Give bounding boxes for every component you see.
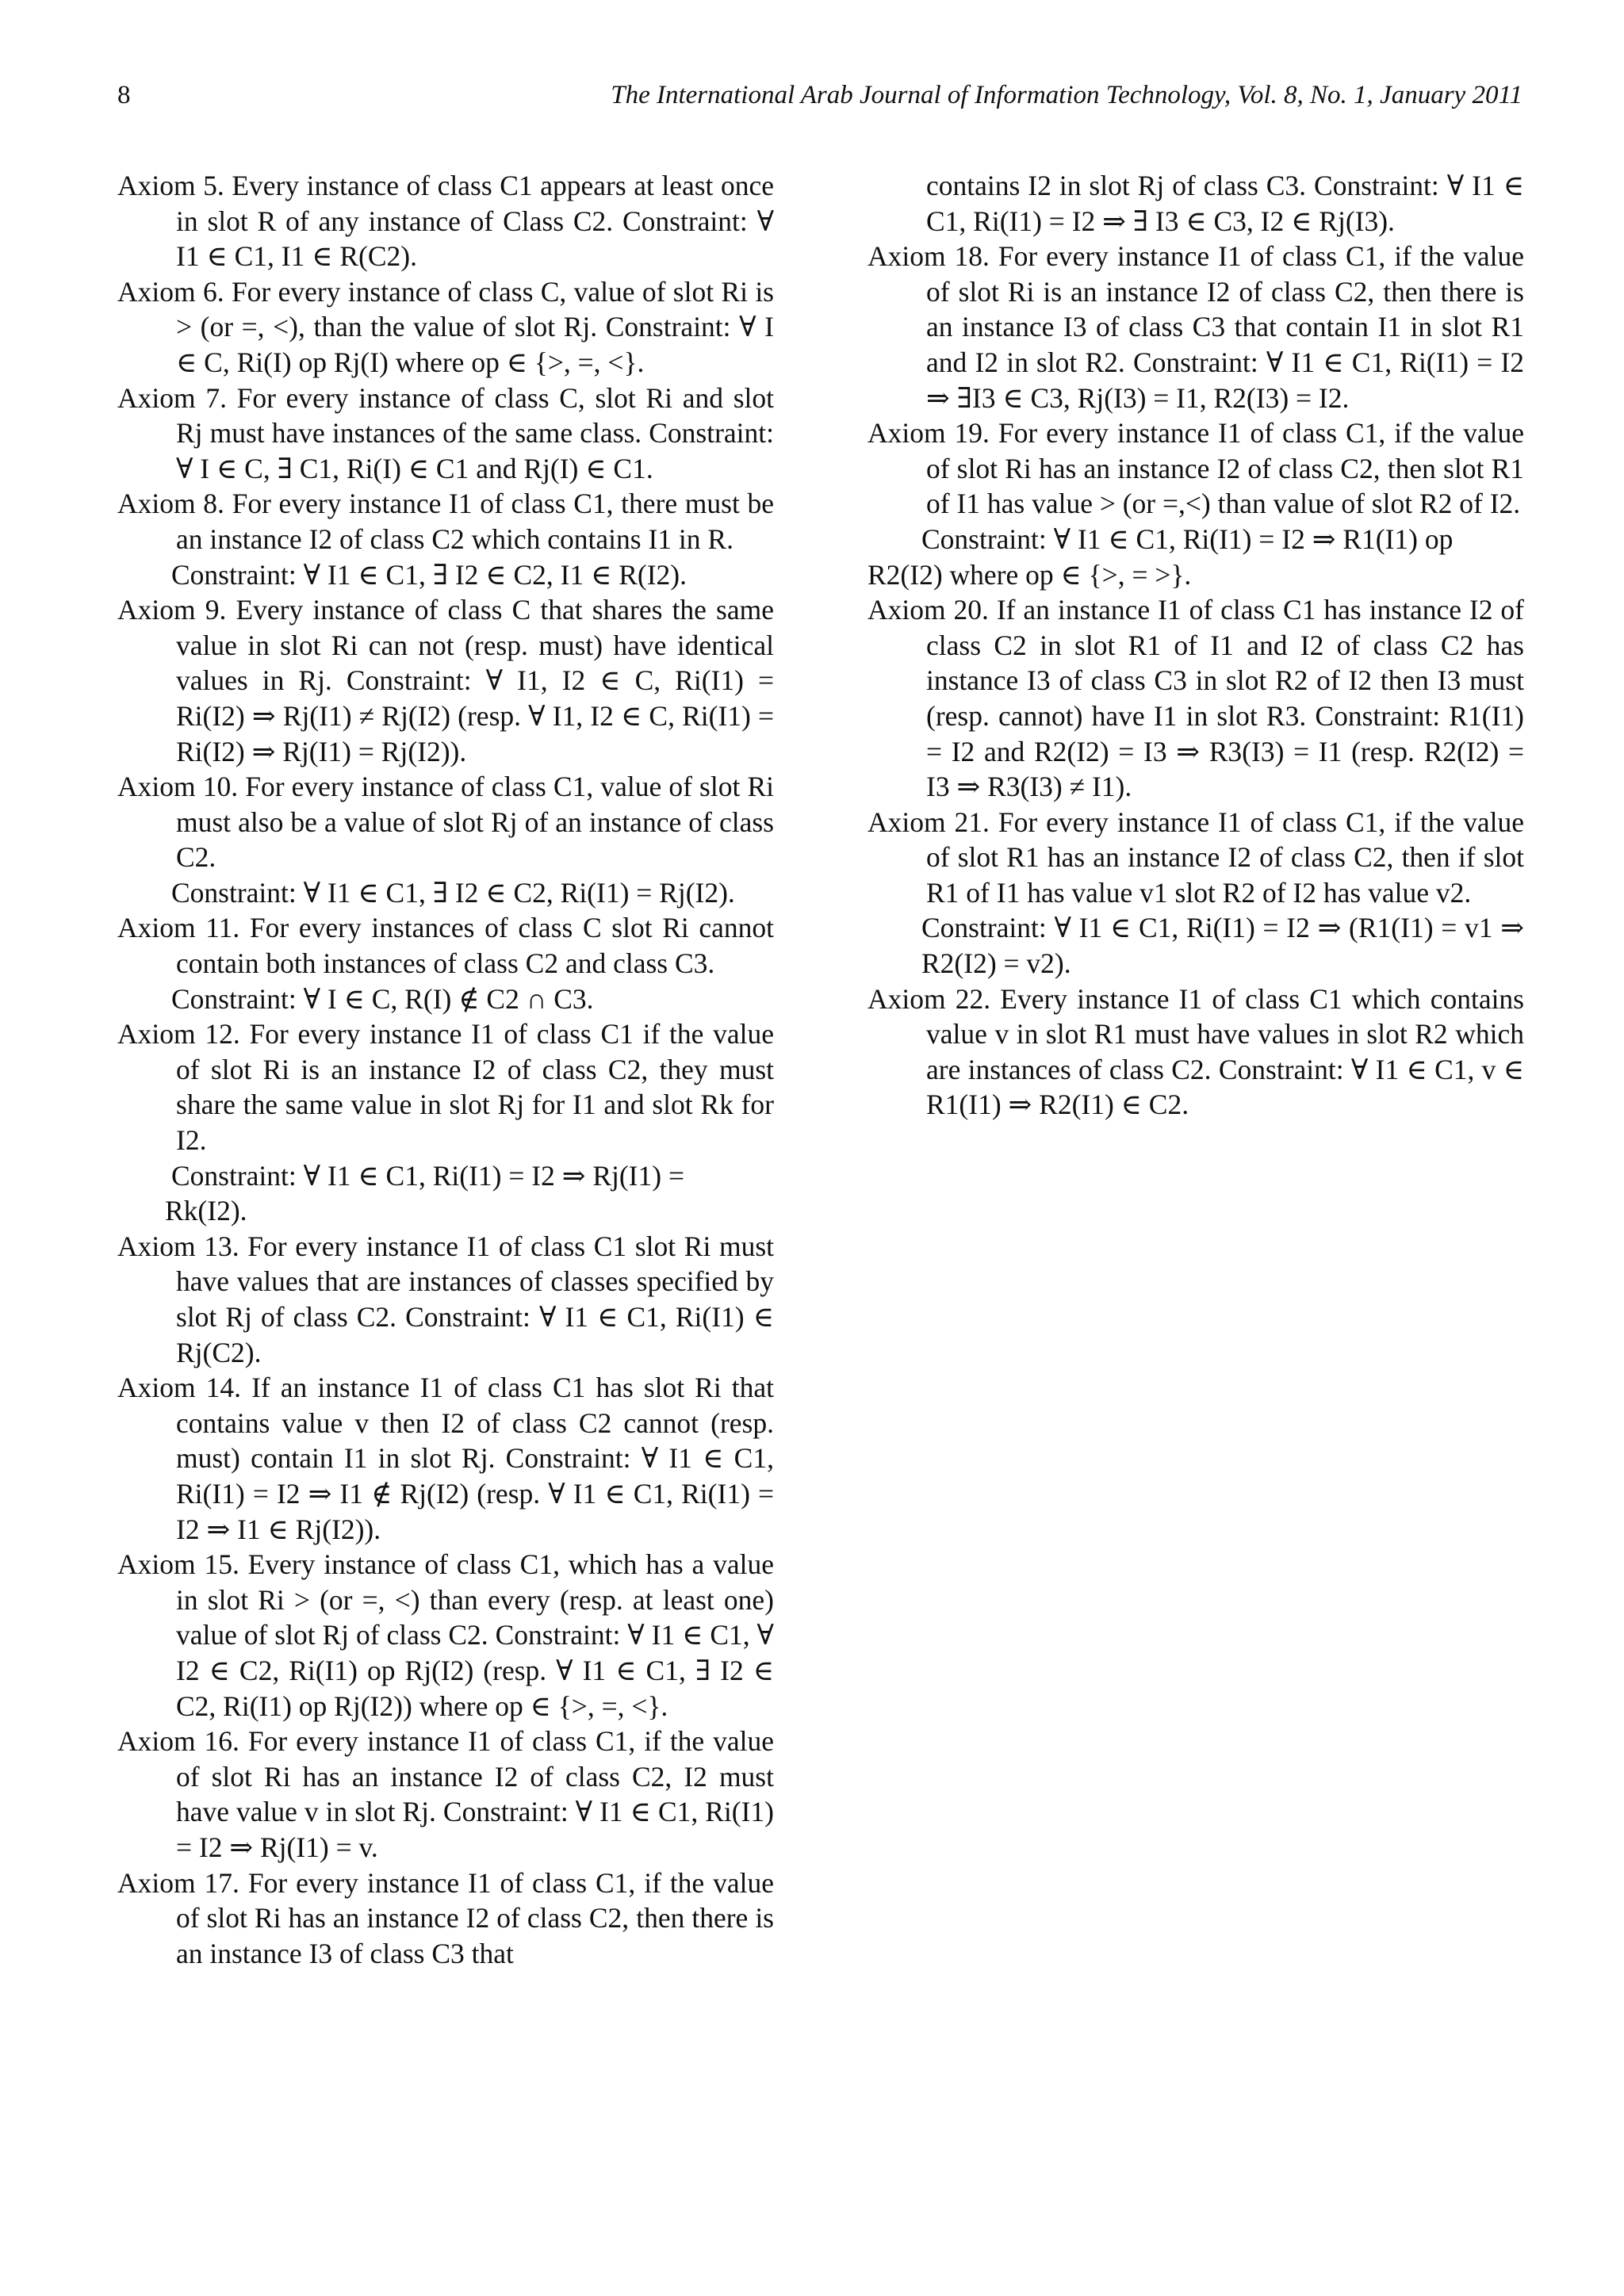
axiom-17: Axiom 17. For every instance I1 of class C1, if the value of slot Ri has an instance I2 of class C2, then there is an instance I3 of class C3 that (117, 1866, 774, 1969)
axiom-11-constraint: Constraint: ∀ I ∈ C, R(I) ∉ C2 ∩ C3. (171, 982, 594, 1015)
axiom-12: Axiom 12. For every instance I1 of class C1 if the value of slot Ri is an instance I2 of class C2, they must share the same value in slot Rj for I1 and slot Rk for I2. (117, 1018, 774, 1157)
page-header (117, 78, 1522, 113)
axiom-9: Axiom 9. Every instance of class C that shares the same value in slot Ri can not (resp. must) have identical values in Rj. Constraint: ∀ I1, I2 ∈ C, Ri(I1) = Ri(I2) ⇒ Rj(I1) ≠ Rj(I2) (resp. ∀ I1, I2 ∈ C, Ri(I1) = Ri(I2) ⇒ Rj(I1) = Rj(I2)). (117, 594, 774, 767)
axiom-7: Axiom 7. For every instance of class C, slot Ri and slot Rj must have instances of the same class. Constraint: ∀ I ∈ C, ∃ C1, Ri(I) ∈ C1 and Rj(I) ∈ C1. (117, 381, 774, 484)
right-column (868, 168, 1524, 1123)
page-number: 8 (117, 81, 131, 109)
axiom-11: Axiom 11. For every instances of class C slot Ri cannot contain both instances of class C2 and class C3. (117, 912, 774, 980)
axiom-12-constraint: Constraint: ∀ I1 ∈ C1, Ri(I1) = I2 ⇒ Rj(I1) = (171, 1159, 684, 1192)
axiom-16: Axiom 16. For every instance I1 of class C1, if the value of slot Ri has an instance I2 of class C2, I2 must have value v in slot Rj. Constraint: ∀ I1 ∈ C1, Ri(I1) = I2 ⇒ Rj(I1) = v. (117, 1725, 774, 1863)
axiom-21-constraint: Constraint: ∀ I1 ∈ C1, Ri(I1) = I2 ⇒ (R1(I1) = v1 ⇒ R2(I2) = v2). (921, 912, 1524, 980)
axiom-19-constraint: Constraint: ∀ I1 ∈ C1, Ri(I1) = I2 ⇒ R1(I1) op (921, 522, 1454, 555)
axiom-5: Axiom 5. Every instance of class C1 appears at least once in slot R of any instance of Class C2. Constraint: ∀ I1 ∈ C1, I1 ∈ R(C2). (117, 170, 774, 273)
left-column (117, 168, 774, 1971)
axiom-14: Axiom 14. If an instance I1 of class C1 has slot Ri that contains value v then I2 of class C2 cannot (resp. must) contain I1 in slot Rj. Constraint: ∀ I1 ∈ C1, Ri(I1) = I2 ⇒ I1 ∉ Rj(I2) (resp. ∀ I1 ∈ C1, Ri(I1) = I2 ⇒ I1 ∈ Rj(I2)). (117, 1372, 774, 1545)
axiom-12-constraint-end: Rk(I2). (165, 1195, 247, 1227)
axiom-21: Axiom 21. For every instance I1 of class C1, if the value of slot R1 has an instance I2 of class C2, then if slot R1 of I1 has value v1 slot R2 of I2 has value v2. (868, 806, 1524, 909)
axiom-20: Axiom 20. If an instance I1 of class C1 has instance I2 of class C2 in slot R1 of I1 and I2 of class C2 has instance I3 of class C3 in slot R2 of I2 then I3 must (resp. cannot) have I1 in slot R3. Constraint: R1(I1) = I2 and R2(I2) = I3 ⇒ R3(I3) = I1 (resp. R2(I2) = I3 ⇒ R3(I3) ≠ I1). (868, 594, 1524, 803)
axiom-10: Axiom 10. For every instance of class C1, value of slot Ri must also be a value of slot Rj of an instance of class C2. (117, 771, 774, 874)
axiom-17-continued: contains I2 in slot Rj of class C3. Constraint: ∀ I1 ∈ C1, Ri(I1) = I2 ⇒ ∃ I3 ∈ C3, I2 ∈ Rj(I3). (926, 170, 1524, 237)
axiom-10-constraint: Constraint: ∀ I1 ∈ C1, ∃ I2 ∈ C2, Ri(I1) = Rj(I2). (171, 876, 735, 909)
axiom-13: Axiom 13. For every instance I1 of class C1 slot Ri must have values that are instances of classes specified by slot Rj of class C2. Constraint: ∀ I1 ∈ C1, Ri(I1) ∈ Rj(C2). (117, 1230, 774, 1368)
axiom-15: Axiom 15. Every instance of class C1, which has a value in slot Ri > (or =, <) than every (resp. at least one) value of slot Rj of class C2. Constraint: ∀ I1 ∈ C1, ∀ I2 ∈ C2, Ri(I1) op Rj(I2) (resp. ∀ I1 ∈ C1, ∃ I2 ∈ C2, Ri(I1) op Rj(I2)) where op ∈ {>, =, <}. (117, 1548, 774, 1722)
axiom-8-constraint: Constraint: ∀ I1 ∈ C1, ∃ I2 ∈ C2, I1 ∈ R(I2). (171, 558, 688, 591)
axiom-8: Axiom 8. For every instance I1 of class C1, there must be an instance I2 of class C2 which contains I1 in R. (117, 488, 774, 555)
axiom-19-constraint-end: R2(I2) where op ∈ {>, = >}. (868, 558, 1192, 591)
axiom-18: Axiom 18. For every instance I1 of class C1, if the value of slot Ri is an instance I2 of class C2, then there is an instance I3 of class C3 that contain I1 in slot R1 and I2 in slot R2. Constraint: ∀ I1 ∈ C1, Ri(I1) = I2 ⇒ ∃I3 ∈ C3, Rj(I3) = I1, R2(I3) = I2. (868, 240, 1524, 414)
running-head: The International Arab Journal of Information Technology, Vol. 8, No. 1, January 2011 (611, 81, 1522, 109)
axiom-6: Axiom 6. For every instance of class C, value of slot Ri is > (or =, <), than the value of slot Rj. Constraint: ∀ I ∈ C, Ri(I) op Rj(I) where op ∈ {>, =, <}. (117, 275, 774, 378)
axiom-22: Axiom 22. Every instance I1 of class C1 which contains value v in slot R1 must have values in slot R2 which are instances of class C2. Constraint: ∀ I1 ∈ C1, v ∈ R1(I1) ⇒ R2(I1) ∈ C2. (868, 982, 1524, 1121)
axiom-19: Axiom 19. For every instance I1 of class C1, if the value of slot Ri has an instance I2 of class C2, then slot R1 of I1 has value > (or =,<) than value of slot R2 of I2. (868, 417, 1524, 520)
